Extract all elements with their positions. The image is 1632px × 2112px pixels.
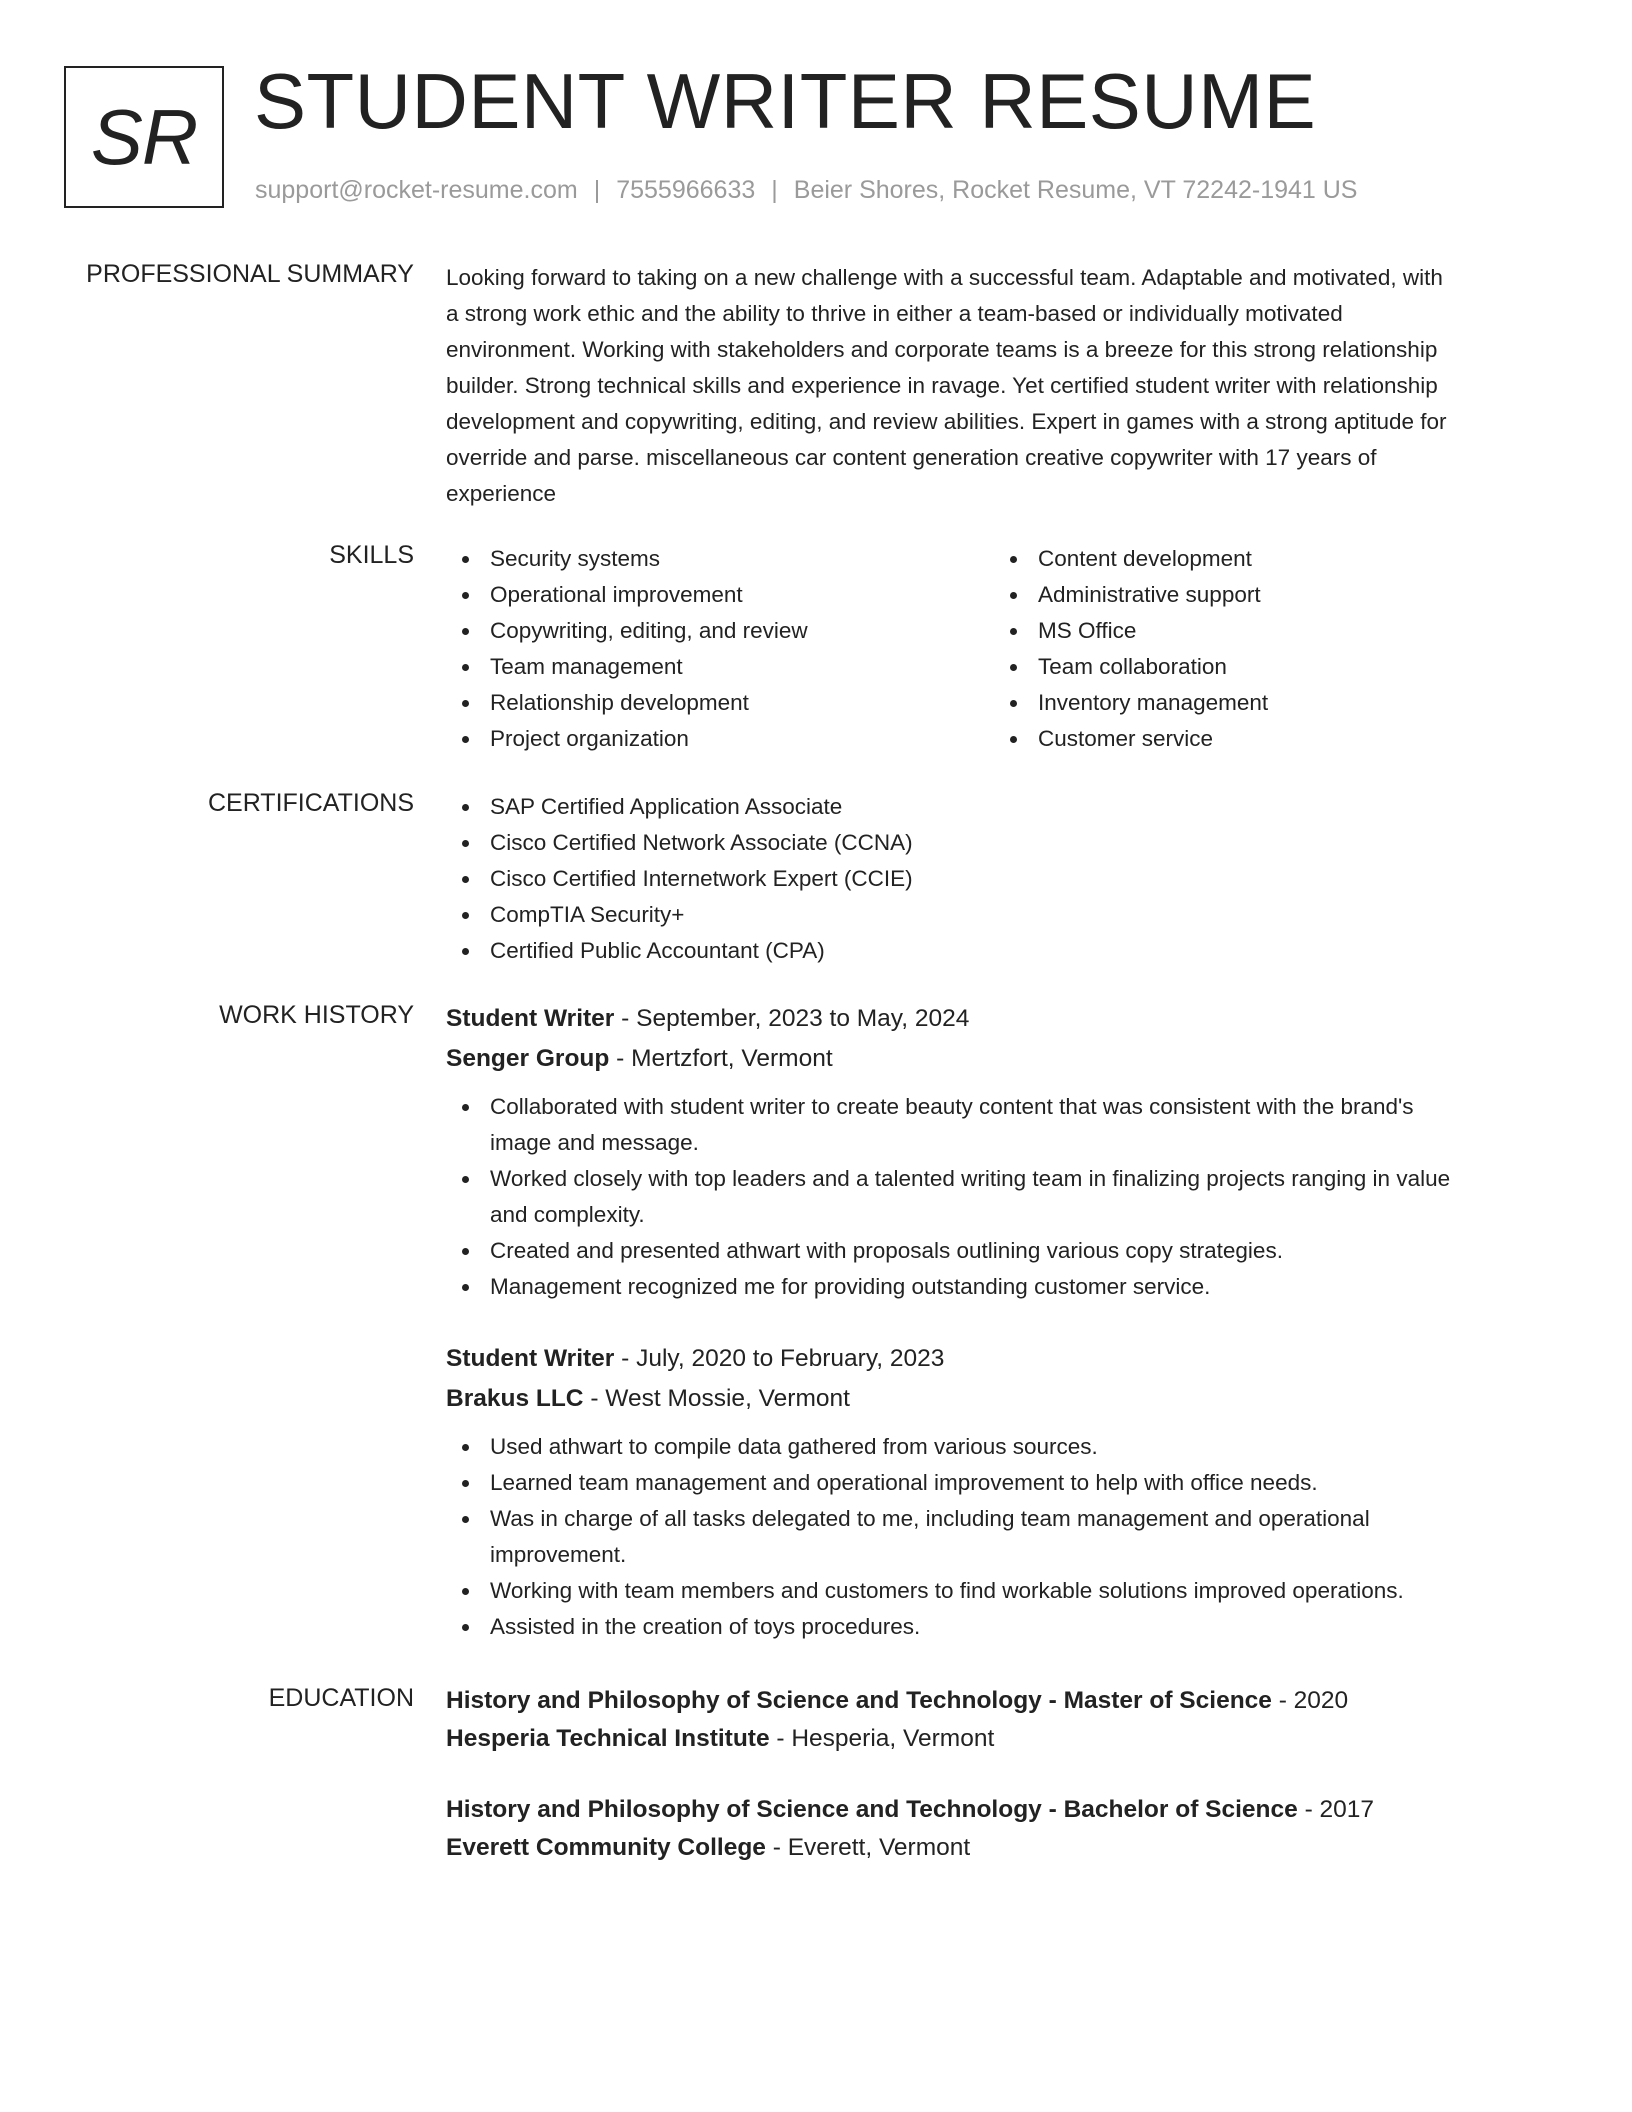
skill-item: Content development [994,541,1542,577]
skill-item: Team collaboration [994,649,1542,685]
job-bullet [446,1501,1556,1573]
contact-separator: | [771,176,778,204]
job-bullet: Created and presented athwart with proposals outlining various copy strategies. [446,1233,1556,1269]
job-dates: - September, 2023 to May, 2024 [614,1005,970,1032]
education-degree: History and Philosophy of Science and Technology - Master of Science [446,1687,1272,1714]
job-entry [446,999,1556,1305]
job-bullet: Assisted in the creation of toys procedures. [446,1609,1556,1645]
skill-item: Inventory management [994,685,1542,721]
education-degree-line [446,1791,1556,1829]
skill-item: Project organization [446,721,994,757]
skills-list-right [994,541,1542,757]
job-bullets [446,1429,1556,1645]
section-label-work-history: WORK HISTORY [219,1001,414,1029]
job-entry [446,1339,1556,1645]
summary-line: builder. Strong technical skills and experience in ravage. Yet certified student writer with relationship [446,373,1438,398]
summary-line: development and copywriting, editing, and review abilities. Expert in games with a strong aptitude for [446,409,1447,434]
education-school-line [446,1829,1556,1867]
skill-item: Operational improvement [446,577,994,613]
monogram-text: SR [90,92,198,181]
job-bullets [446,1089,1556,1305]
certification-item: Certified Public Accountant (CPA) [446,933,1556,969]
contact-email[interactable]: support@rocket-resume.com [255,176,578,204]
certification-item: CompTIA Security+ [446,897,1556,933]
skill-item: Administrative support [994,577,1542,613]
section-label-summary: PROFESSIONAL SUMMARY [86,260,414,288]
section-label-certifications: CERTIFICATIONS [207,789,414,817]
job-company-line [446,1379,1556,1419]
skill-item: Customer service [994,721,1542,757]
job-bullet-line: improvement. [490,1542,627,1567]
skill-item: Team management [446,649,994,685]
education-year: - 2020 [1271,1687,1349,1714]
certification-item: Cisco Certified Network Associate (CCNA) [446,825,1556,861]
job-bullet: Management recognized me for providing outstanding customer service. [446,1269,1556,1305]
summary-line: Looking forward to taking on a new challenge with a successful team. Adaptable and motivated, with [446,265,1443,290]
job-company: Senger Group [446,1045,610,1072]
job-bullet-line: Was in charge of all tasks delegated to me, including team management and operational [490,1506,1370,1531]
job-bullet: Learned team management and operational improvement to help with office needs. [446,1465,1556,1501]
job-location: - Mertzfort, Vermont [609,1045,833,1072]
education-school: Everett Community College [446,1834,766,1861]
skill-item: Copywriting, editing, and review [446,613,994,649]
education-school-line [446,1720,1556,1758]
certifications-list [446,789,1556,969]
job-bullet: Used athwart to compile data gathered from various sources. [446,1429,1556,1465]
job-title: Student Writer [446,1005,615,1032]
job-title-line [446,1339,1556,1379]
education-entry [446,1791,1556,1867]
summary-line: a strong work ethic and the ability to thrive in either a team-based or individually motivated [446,301,1343,326]
job-bullet [446,1161,1556,1233]
summary-line: override and parse. miscellaneous car content generation creative copywriter with 17 years of [446,445,1377,470]
contact-line [255,176,1358,205]
job-title: Student Writer [446,1345,615,1372]
monogram-logo [64,66,224,208]
skill-item: Security systems [446,541,994,577]
certifications-body [446,789,1556,969]
job-bullet-line: image and message. [490,1130,699,1155]
certification-item: Cisco Certified Internetwork Expert (CCIE) [446,861,1556,897]
education-school: Hesperia Technical Institute [446,1725,770,1752]
education-location: - Everett, Vermont [765,1834,971,1861]
education-entry [446,1682,1556,1758]
skills-columns [446,541,1556,757]
contact-separator: | [593,176,601,204]
education-degree: History and Philosophy of Science and Technology - Bachelor of Science [446,1796,1298,1823]
skill-item: MS Office [994,613,1542,649]
job-bullet-line: and complexity. [490,1202,645,1227]
education-year: - 2017 [1297,1796,1375,1823]
resume-title: STUDENT WRITER RESUME [254,57,1317,145]
job-bullet: Working with team members and customers to find workable solutions improved operations. [446,1573,1556,1609]
job-bullet-line: Collaborated with student writer to create beauty content that was consistent with the brand's [490,1094,1414,1119]
contact-phone[interactable]: 7555966633 [616,176,756,204]
summary-line: experience [446,481,557,506]
skills-list-left [446,541,994,757]
section-label-skills: SKILLS [329,541,414,569]
education-location: - Hesperia, Vermont [769,1725,995,1752]
contact-address: Beier Shores, Rocket Resume, VT 72242-1941 US [793,176,1358,204]
section-label-education: EDUCATION [268,1684,414,1712]
summary-text [446,260,1556,512]
job-company: Brakus LLC [446,1385,584,1412]
job-location: - West Mossie, Vermont [583,1385,850,1412]
education-degree-line [446,1682,1556,1720]
summary-line: environment. Working with stakeholders and corporate teams is a breeze for this strong relationship [446,337,1438,362]
job-bullet-line: Worked closely with top leaders and a talented writing team in finalizing projects ranging in value [490,1166,1451,1191]
job-company-line [446,1039,1556,1079]
job-bullet [446,1089,1556,1161]
job-dates: - July, 2020 to February, 2023 [614,1345,945,1372]
job-title-line [446,999,1556,1039]
skill-item: Relationship development [446,685,994,721]
certification-item: SAP Certified Application Associate [446,789,1556,825]
